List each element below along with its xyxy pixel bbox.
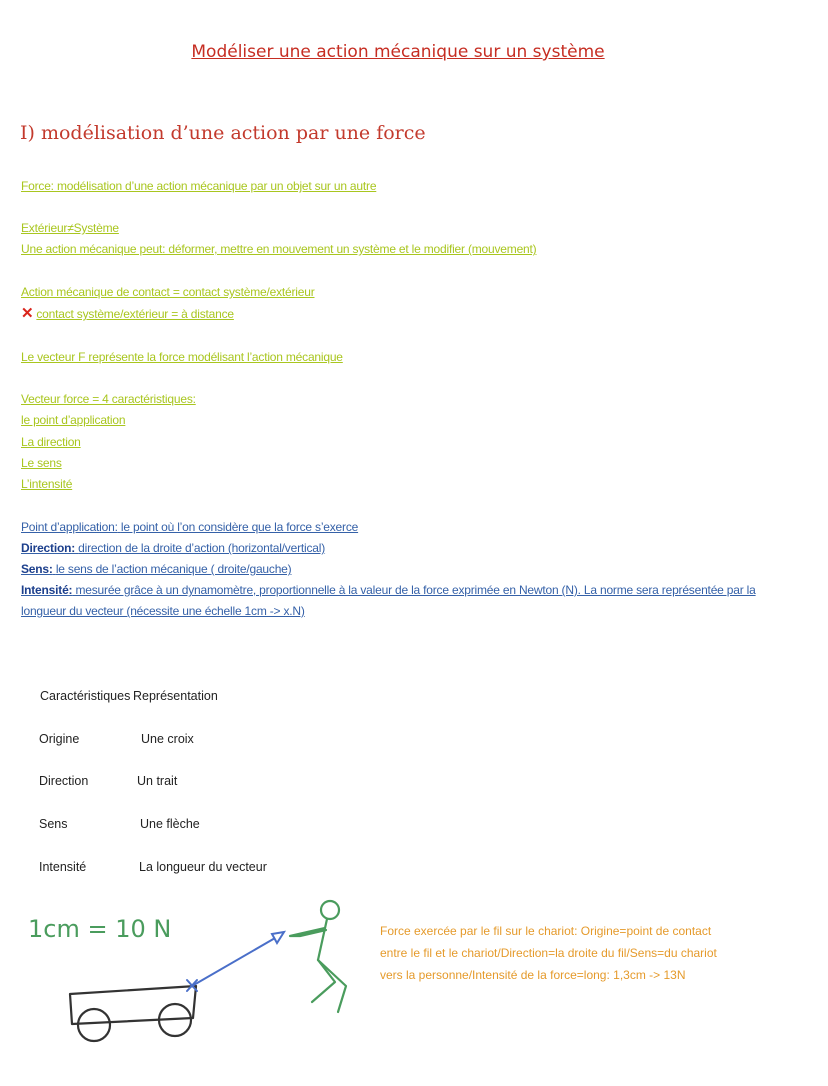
contact-action: Action mécanique de contact = contact système/extérieur — [21, 285, 315, 299]
table-cell-fleche: Une flèche — [140, 817, 200, 831]
intensite-text: mesurée grâce à un dynamomètre, proportionnelle à la valeur de la force exprimée en Newton (N). La norme sera représentée par la longueur du vecteur (nécessite une échelle 1cm -> x.N) — [21, 583, 756, 618]
point-application-line — [21, 520, 358, 534]
diagram-caption: Force exercée par le fil sur le chariot: Origine=point de contact entre le fil et le chariot/Direction=la droite du fil/Sens=du chariot vers la personne/Intensité de la force=long: 1,3cm -> 13N — [380, 924, 717, 982]
direction-label: Direction: — [21, 541, 76, 555]
table-cell-intensite: Intensité — [39, 860, 87, 874]
distance-action — [21, 304, 234, 322]
vector-arrowhead — [272, 932, 284, 943]
direction-text: direction de la droite d’action (horizontal/vertical) — [78, 541, 326, 555]
table-cell-croix: Une croix — [141, 732, 194, 746]
table-header-representation: Représentation — [133, 689, 218, 703]
sens-text: le sens de l’action mécanique ( droite/gauche) — [55, 562, 292, 576]
section-heading: I) modélisation d’une action par une force — [20, 122, 426, 144]
table-cell-longueur: La longueur du vecteur — [139, 860, 267, 874]
vector-line — [192, 934, 282, 986]
cart — [70, 986, 196, 1041]
table-cell-origine: Origine — [39, 732, 80, 746]
characteristic-direction: La direction — [21, 435, 81, 449]
table-cell-sens: Sens — [39, 817, 68, 831]
vector-definition: Le vecteur F représente la force modélisant l’action mécanique — [21, 350, 343, 364]
cart-wheel-left — [78, 1009, 110, 1041]
point-application-label: Point d’application: — [21, 520, 118, 534]
person-figure — [290, 901, 346, 1012]
cross-mark-icon: ✕ — [21, 305, 34, 322]
characteristic-sens: Le sens — [21, 456, 62, 470]
person-arm — [290, 928, 326, 936]
vector-characteristics-heading: Vecteur force = 4 caractéristiques: — [21, 392, 196, 406]
person-head — [321, 901, 339, 919]
force-diagram — [0, 890, 380, 1060]
sens-line — [21, 562, 291, 576]
exterieur-systeme: Extérieur≠Système — [21, 221, 119, 235]
table-cell-trait: Un trait — [137, 774, 178, 788]
action-effects: Une action mécanique peut: déformer, mettre en mouvement un système et le modifier (mouvement) — [21, 242, 537, 256]
sens-label: Sens: — [21, 562, 53, 576]
point-application-text: le point où l’on considère que la force s’exerce — [120, 520, 359, 534]
person-body — [318, 919, 327, 960]
characteristic-point: le point d’application — [21, 413, 126, 427]
direction-line — [21, 541, 325, 555]
scale-label: 1cm = 10 N — [28, 915, 172, 943]
definition-force: Force: modélisation d’une action mécanique par un objet sur un autre — [21, 179, 377, 193]
table-cell-direction: Direction — [39, 774, 89, 788]
force-vector — [187, 932, 284, 991]
intensite-label: Intensité: — [21, 583, 73, 597]
table-header-caracteristiques: Caractéristiques — [40, 689, 131, 703]
page-title: Modéliser une action mécanique sur un système — [191, 42, 605, 62]
intensite-paragraph — [21, 580, 791, 622]
characteristic-intensite: L’intensité — [21, 477, 73, 491]
distance-action-text: contact système/extérieur = à distance — [36, 307, 234, 321]
